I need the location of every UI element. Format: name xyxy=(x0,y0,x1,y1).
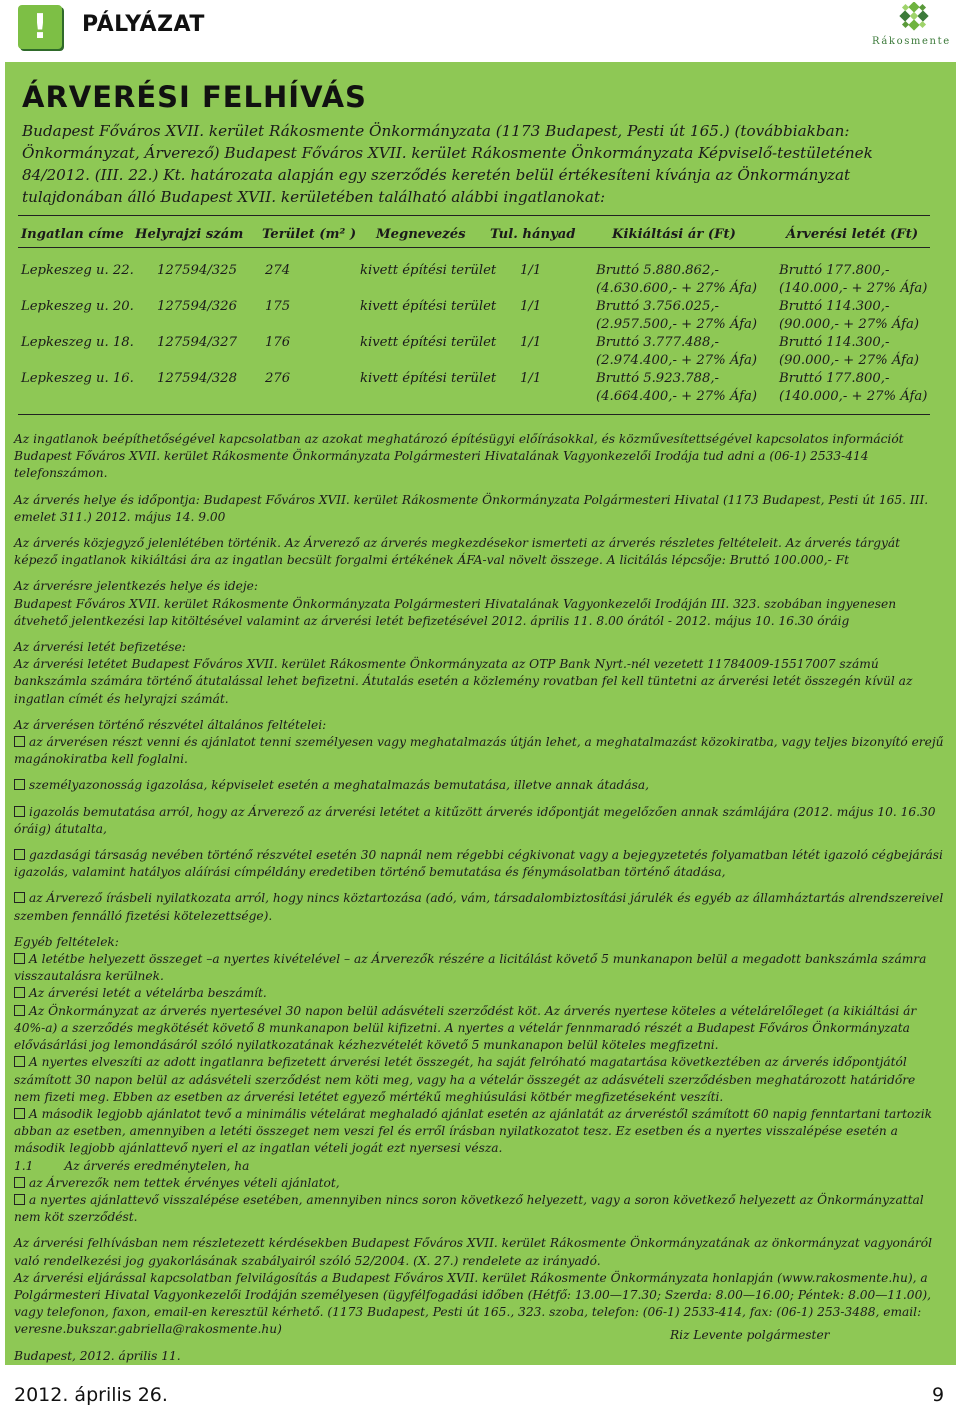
other-item: az Árverezők nem tettek érvényes vételi ajánlatot, xyxy=(14,1175,944,1192)
cell-deposit: Bruttó 177.800,- xyxy=(779,371,890,386)
table-top-rule xyxy=(18,215,930,216)
cell-price: Bruttó 5.923.788,- xyxy=(596,371,719,386)
condition-item: gazdasági társaság nevében történő részvétel esetén 30 napnál nem régebbi cégkivonat vagy a bejegyzetetés folyamatban létét igazoló cégbejárási igazolás, valamint hatályos aláírási címpéldány eredetiben történő bemutatása és fénymásolatban történő átadása, xyxy=(14,848,943,880)
notary-paragraph: Az árverés közjegyző jelenlétében történik. Az Árverező az árverés megkezdésekor ismerteti az árverés részletes feltételeit. Az árverés tárgyát képező ingatlanok kikiáltási ára az ingatlan becsült forgalmi értékének ÁFA-val növelt összege. A licitálás lépcsője: Bruttó 100.000,- Ft xyxy=(14,536,901,568)
cell-area: 274 xyxy=(265,263,291,278)
checkbox-icon xyxy=(14,1177,25,1188)
cell-hrsz: 127594/326 xyxy=(157,299,237,314)
notice-body xyxy=(14,431,944,1365)
cell-name: kivett építési terület xyxy=(360,263,497,278)
info-paragraph: Az ingatlanok beépíthetőségével kapcsolatban az azokat meghatározó építésügyi előírásokkal, és közművesítettségével kapcsolatos információt Budapest Főváros XVII. kerület Rákosmente Önkormányzata Polgármesteri Hivatalának Vagyonkezelői Irodája tud adni a (06-1) 2533-414 telefonszámon. xyxy=(14,432,904,481)
col-header-address: Ingatlan címe xyxy=(21,227,124,242)
cell-price: Bruttó 3.777.488,- xyxy=(596,335,719,350)
cell-deposit: Bruttó 114.300,- xyxy=(779,299,890,314)
other-item: A második legjobb ajánlatot tevő a minimális vételárat meghaladó ajánlat esetén az ajánlatát az árveréstől számított 60 napig fenntartani tartozik abban az esetben, amennyiben a letéti összeget nem veszi fel és erről írásban nyilatkozatot tesz. Ez esetben és a nyertes visszalépése esetén a második legjobb ajánlattevő nyeri el az ingatlan vételi jogát ezt nyersesi vésza. xyxy=(14,1106,933,1156)
cell-price: Bruttó 3.756.025,- xyxy=(596,299,719,314)
cell-price-net: (2.974.400,- + 27% Áfa) xyxy=(596,353,758,368)
cell-deposit-net: (90.000,- + 27% Áfa) xyxy=(779,353,920,368)
col-header-price: Kikiáltási ár (Ft) xyxy=(612,227,736,242)
checkbox-icon xyxy=(14,849,25,860)
checkbox-icon xyxy=(14,1108,25,1119)
cell-hrsz: 127594/327 xyxy=(157,335,237,350)
page-title: ÁRVERÉSI FELHÍVÁS xyxy=(22,80,367,114)
cell-share: 1/1 xyxy=(520,263,542,278)
col-header-share: Tul. hányad xyxy=(490,227,576,242)
cell-deposit: Bruttó 177.800,- xyxy=(779,263,890,278)
rules-paragraph: Az árverési felhívásban nem részletezett kérdésekben Budapest Főváros XVII. kerület Rákosmente Önkormányzatának az önkormányzat vagyonáról való rendelkezési jog gyakorlásának szabályairól szóló 52/2004. (X. 27.) rendelete az irányadó. xyxy=(14,1236,932,1268)
checkbox-icon xyxy=(14,987,25,998)
cell-price: Bruttó 5.880.862,- xyxy=(596,263,719,278)
cell-deposit-net: (90.000,- + 27% Áfa) xyxy=(779,317,920,332)
col-header-deposit: Árverési letét (Ft) xyxy=(786,227,919,242)
checkbox-icon xyxy=(14,1194,25,1205)
cell-share: 1/1 xyxy=(520,371,542,386)
cell-hrsz: 127594/325 xyxy=(157,263,237,278)
other-item: A nyertes elveszíti az adott ingatlanra befizetett árverési letét összegét, ha saját felróható magatartása következtében az árverés időpontjától számított 30 napon belül az adásvételi szerződést nem köti meg, vagy ha a vételár összegét az adásvételi szerződésben meghatározott határidőre nem fizeti meg. Ebben az esetben az árverési letétet egyező mértékű meghiúsulási kötbér megfizetéseként veszíti. xyxy=(14,1055,916,1104)
cell-address: Lepkeszeg u. 20. xyxy=(21,299,134,314)
cell-share: 1/1 xyxy=(520,299,542,314)
other-item: Az Önkormányzat az árverés nyertesével 30 napon belül adásvételi szerződést köt. Az árverés nyertese köteles a vételárelőleget (a kikiáltási ár 40%-a) a szerződés megkötését követő 8 munkanapon belül kifizetni. A nyertes a vételár fennmaradó részét a Budapest Főváros Önkormányzata elővásárlási jog lemondásáról szóló nyilatkozatának kézhezvételét követő 5 munkanapon belül köteles megfizetni. xyxy=(14,1003,917,1053)
other-item: A letétbe helyezett összeget –a nyertes kivételével – az Árverezők részére a licitálást követő 5 munkanapon belül a megadott bankszámla számra visszautalásra kerülnek. xyxy=(14,952,927,984)
cell-area: 176 xyxy=(265,335,291,350)
cell-address: Lepkeszeg u. 18. xyxy=(21,335,134,350)
apply-paragraph: Budapest Főváros XVII. kerület Rákosmente Önkormányzata Polgármesteri Hivatalának Vagyonkezelői Irodáján III. 323. szobában ingyenesen átvehető jelentkezési lap kitöltésével valamint az árverési letét befizetésével 2012. április 11. 8.00 órától - 2012. május 10. 16.30 óráig xyxy=(14,596,897,628)
footer-date: 2012. április 26. xyxy=(14,1384,168,1406)
col-header-hrsz: Helyrajzi szám xyxy=(135,227,244,242)
page-number: 9 xyxy=(932,1384,945,1406)
apply-heading: Az árverésre jelentkezés helye és ideje: xyxy=(14,579,258,594)
cell-share: 1/1 xyxy=(520,335,542,350)
checkbox-icon xyxy=(14,1005,25,1016)
checkbox-icon xyxy=(14,1056,25,1067)
cell-name: kivett építési terület xyxy=(360,335,497,350)
deposit-paragraph: Az árverési letétet Budapest Főváros XVII. kerület Rákosmente Önkormányzata az OTP Bank Nyrt.-nél vezetett 11784009-15517007 számú bankszámla számára történő átutalással lehet befizetni. Átutalás esetén a közlemény rovatban fel kell tüntetni az árverési letét összegén kívül az ingatlan címét és helyrajzi számát. xyxy=(14,657,913,706)
checkbox-icon xyxy=(14,953,25,964)
deposit-heading: Az árverési letét befizetése: xyxy=(14,640,186,655)
col-header-name: Megnevezés xyxy=(376,227,466,242)
intro-paragraph: Budapest Főváros XVII. kerület Rákosmente Önkormányzata (1173 Budapest, Pesti út 165.) (továbbiakban: Önkormányzat, Árverező) Budapest Főváros XVII. kerület Rákosmente Önkormányzata Képviselő-testületének 84/2012. (III. 22.) Kt. határozata alapján egy szerződés keretén belül értékesíteni kívánja az Önkormányzat tulajdonában álló Budapest XVII. kerületében található alábbi ingatlanokat: xyxy=(22,122,873,206)
contact-paragraph: Az árverési eljárással kapcsolatban felvilágosítás a Budapest Főváros XVII. kerület Rákosmente Önkormányzata honlapján (www.rakosmente.hu), a Polgármesteri Hivatal Vagyonkezelői Irodáján személyesen (ügyfélfogadási időben (Hétfő: 13.00—17.30; Szerda: 8.00—16.00; Péntek: 8.00—11.00), vagy telefonon, faxon, email-en keresztül kérhető. (1173 Budapest, Pesti út 165., 323. szoba, telefon: (06-1) 2533-414, fax: (06-1) 253-3488, email: veresne.bukszar.gabriella@rakosmente.hu) xyxy=(14,1270,931,1337)
cell-address: Lepkeszeg u. 16. xyxy=(21,371,134,386)
condition-item: személyazonosság igazolása, képviselet esetén a meghatalmazás bemutatása, illetve annak átadása, xyxy=(14,777,944,794)
signature: Riz Levente polgármester xyxy=(670,1328,830,1342)
checkbox-icon xyxy=(14,736,25,747)
cell-deposit: Bruttó 114.300,- xyxy=(779,335,890,350)
cell-name: kivett építési terület xyxy=(360,299,497,314)
table-header-rule xyxy=(18,247,930,248)
cell-area: 276 xyxy=(265,371,291,386)
place-paragraph: Az árverés helye és időpontja: Budapest Főváros XVII. kerület Rákosmente Önkormányzata Polgármesteri Hivatal (1173 Budapest, Pesti út 165. III. emelet 311.) 2012. május 14. 9.00 xyxy=(14,492,929,524)
cell-area: 175 xyxy=(265,299,291,314)
other-conditions-heading: Egyéb feltételek: xyxy=(14,934,119,949)
col-header-area: Terület (m² ) xyxy=(262,227,357,242)
logo-text: Rákosmente xyxy=(872,36,951,47)
cell-name: kivett építési terület xyxy=(360,371,497,386)
cell-price-net: (4.664.400,- + 27% Áfa) xyxy=(596,389,758,404)
numbered-item: 1.1 Az árverés eredménytelen, ha xyxy=(14,1158,250,1173)
issue-date: Budapest, 2012. április 11. xyxy=(14,1348,181,1363)
other-item: a nyertes ajánlattevő visszalépése esetében, amennyiben nincs soron következő helyezett, vagy a soron következő helyezett az Önkormányzattal nem köt szerződést. xyxy=(14,1192,924,1225)
checkbox-icon xyxy=(14,806,25,817)
other-item: Az árverési letét a vételárba beszámít. xyxy=(14,985,944,1002)
table-bottom-rule xyxy=(18,414,930,415)
cell-deposit-net: (140.000,- + 27% Áfa) xyxy=(779,389,928,404)
condition-item: igazolás bemutatása arról, hogy az Árverező az árverési letétet a kitűzött árverés időpontját megelőzően annak számlájára (2012. május 10. 16.30 óráig) átutalta, xyxy=(14,804,936,836)
exclamation-icon: ! xyxy=(18,5,62,49)
cell-price-net: (2.957.500,- + 27% Áfa) xyxy=(596,317,758,332)
checkbox-icon xyxy=(14,779,25,790)
condition-item: az Árverező írásbeli nyilatkozata arról, hogy nincs köztartozása (adó, vám, társadalombiztosítási járulék és egyéb az államháztartás alrendszereivel szemben fennálló fizetési kötelezettsége). xyxy=(14,891,944,923)
cell-price-net: (4.630.600,- + 27% Áfa) xyxy=(596,281,758,296)
general-conditions-heading: Az árverésen történő részvétel általános feltételei: xyxy=(14,717,327,732)
cell-deposit-net: (140.000,- + 27% Áfa) xyxy=(779,281,928,296)
page-header xyxy=(0,0,960,52)
condition-item: az árverésen részt venni és ajánlatot tenni személyesen vagy meghatalmazás útján lehet, a meghatalmazást közokiratba, vagy teljes bizonyító erejű magánokiratba kell foglalni. xyxy=(14,735,944,767)
checkbox-icon xyxy=(14,892,25,903)
cell-hrsz: 127594/328 xyxy=(157,371,237,386)
cell-address: Lepkeszeg u. 22. xyxy=(21,263,134,278)
section-label: PÁLYÁZAT xyxy=(82,12,205,37)
